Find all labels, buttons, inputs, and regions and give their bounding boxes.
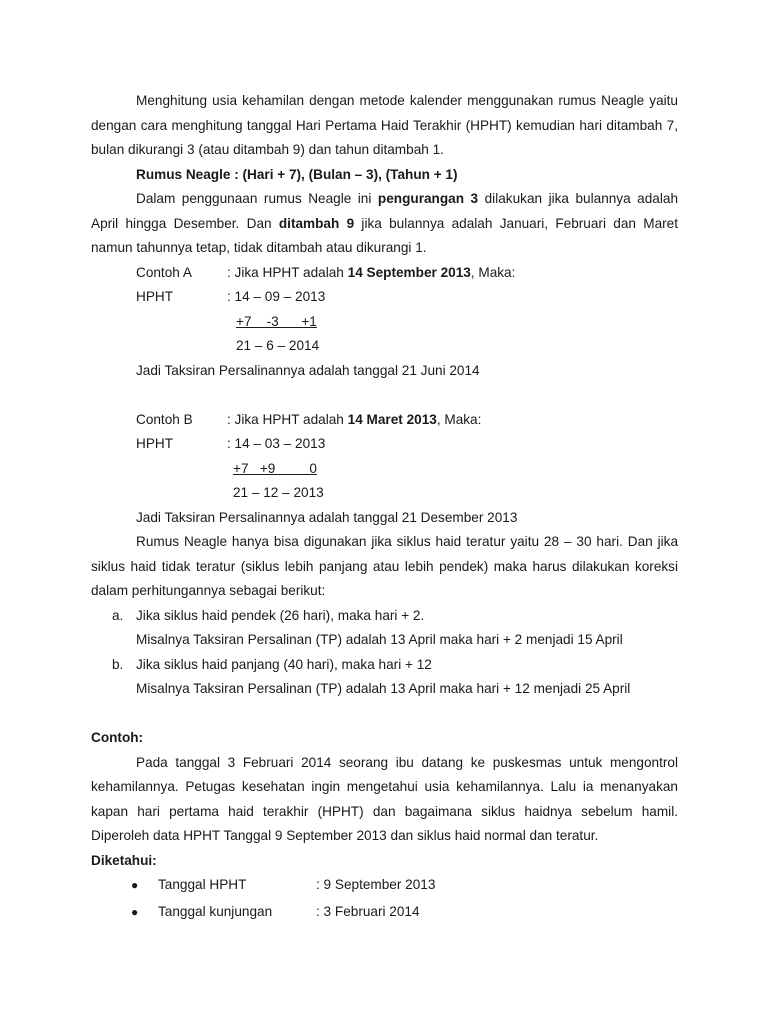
intro-paragraph: Menghitung usia kehamilan dengan metode kalender menggunakan rumus Neagle yaitu dengan cara menghitung tanggal Hari Pertama Haid Terakhir (HPHT) kemudian hari ditambah 7, bulan dikurangi 3 (atau ditambah 9) dan tahun ditambah 1. <box>91 93 678 157</box>
diketahui-item-hpht <box>91 873 678 898</box>
example-a-adjust: +7 -3 +1 <box>236 313 317 329</box>
case-b-text: Jika siklus haid panjang (40 hari), maka hari + 12 <box>136 656 432 672</box>
case-b-marker: b. <box>112 656 124 672</box>
example-a-result: 21 – 6 – 2014 <box>236 338 320 353</box>
example-a-date: 14 September 2013 <box>347 264 471 280</box>
example-a-header <box>91 261 678 286</box>
example-b-date: 14 Maret 2013 <box>347 411 437 427</box>
bullet-icon: ● <box>131 904 139 919</box>
example-a-conclusion: Jadi Taksiran Persalinannya adalah tanggal 21 Juni 2014 <box>136 362 480 378</box>
diketahui-item-kunjungan <box>91 900 678 925</box>
diketahui-key: Tanggal HPHT <box>158 877 247 892</box>
case-a <box>91 604 678 629</box>
example-a-result-row <box>91 334 678 359</box>
example-a-label: Contoh A <box>136 264 192 280</box>
example-b-text: : Jika HPHT adalah 14 Maret 2013, Maka: <box>227 411 482 427</box>
example-b-header <box>91 408 678 433</box>
example-a-adjust-row <box>91 310 678 335</box>
contoh-paragraph: Pada tanggal 3 Februari 2014 seorang ibu datang ke puskesmas untuk mengontrol kehamilannya. Petugas kesehatan ingin mengetahui usia kehamilannya. Lalu ia menanyakan kapan hari pertama haid terakhir (HPHT) dan bagaimana siklus haidnya sebelum hamil. Diperoleh data HPHT Tanggal 9 September 2013 dan siklus haid normal dan teratur. <box>91 754 678 843</box>
document-body <box>91 89 678 924</box>
usage-text-2: dilakukan jika bulannya adalah April hingga Desember. Dan <box>91 191 679 231</box>
example-b-result: 21 – 12 – 2013 <box>233 485 324 500</box>
example-a-hpht-value: : 14 – 09 – 2013 <box>227 289 326 304</box>
example-b-label: Contoh B <box>136 411 193 427</box>
example-a-text: : Jika HPHT adalah 14 September 2013, Maka: <box>227 264 516 280</box>
usage-bold-2: ditambah 9 <box>278 215 355 231</box>
example-b-hpht <box>91 432 678 457</box>
case-a-example: Misalnya Taksiran Persalinan (TP) adalah 13 April maka hari + 2 menjadi 15 April <box>136 632 623 647</box>
case-b-example: Misalnya Taksiran Persalinan (TP) adalah 13 April maka hari + 12 menjadi 25 April <box>136 681 631 696</box>
spacer <box>91 702 678 727</box>
usage-paragraph <box>91 187 678 261</box>
diketahui-value: : 9 September 2013 <box>316 877 436 892</box>
case-a-text: Jika siklus haid pendek (26 hari), maka hari + 2. <box>136 607 425 623</box>
example-b-adjust-row <box>91 457 678 482</box>
example-b-conclusion: Jadi Taksiran Persalinannya adalah tanggal 21 Desember 2013 <box>136 509 518 525</box>
example-b-result-row <box>91 481 678 506</box>
usage-bold-1: pengurangan 3 <box>377 191 479 206</box>
bullet-icon: ● <box>131 878 139 892</box>
case-b <box>91 653 678 678</box>
case-a-marker: a. <box>112 607 124 623</box>
example-a-hpht <box>91 285 678 310</box>
usage-text-1: Dalam penggunaan rumus Neagle ini <box>136 191 378 206</box>
usage-text-3: jika bulannya adalah Januari, Februari dan Maret namun tahunnya tetap, tidak ditambah atau dikurangi 1. <box>91 215 678 255</box>
diketahui-heading: Diketahui: <box>91 852 157 868</box>
diketahui-key: Tanggal kunjungan <box>158 903 273 919</box>
formula-text: Rumus Neagle : (Hari + 7), (Bulan – 3), (Tahun + 1) <box>136 166 458 182</box>
example-a-hpht-label: HPHT <box>136 289 174 304</box>
example-b-hpht-value: : 14 – 03 – 2013 <box>227 436 326 451</box>
diketahui-value: : 3 Februari 2014 <box>316 903 420 919</box>
example-b-adjust: +7 +9 0 <box>233 460 317 476</box>
example-b-hpht-label: HPHT <box>136 436 174 451</box>
spacer <box>91 383 678 408</box>
irregular-paragraph: Rumus Neagle hanya bisa digunakan jika siklus haid teratur yaitu 28 – 30 hari. Dan jika siklus haid tidak teratur (siklus lebih panjang atau lebih pendek) maka harus dilakukan koreksi dalam perhitungannya sebagai berikut: <box>91 534 678 598</box>
contoh-heading: Contoh: <box>91 730 144 745</box>
formula-line <box>91 163 678 188</box>
